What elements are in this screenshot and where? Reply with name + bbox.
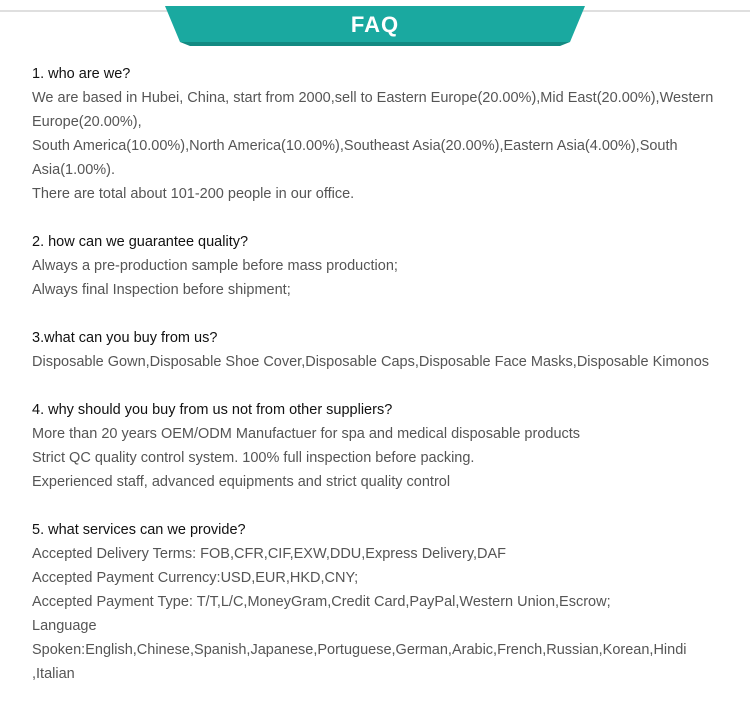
faq-answer-line: Experienced staff, advanced equipments and strict quality control bbox=[32, 474, 451, 490]
page-title: FAQ bbox=[350, 12, 400, 37]
faq-question: 5. what services can we provide? bbox=[32, 522, 246, 538]
banner-fold-shadow bbox=[180, 42, 570, 46]
faq-answer bbox=[32, 422, 732, 494]
faq-banner bbox=[0, 0, 750, 52]
faq-answer-line: Accepted Payment Type: T/T,L/C,MoneyGram,Credit Card,PayPal,Western Union,Escrow; bbox=[32, 594, 611, 610]
faq-answer bbox=[32, 254, 732, 302]
faq-answer bbox=[32, 542, 732, 686]
faq-answer-line: Always final Inspection before shipment; bbox=[32, 282, 291, 298]
faq-answer-line: Strict QC quality control system. 100% full inspection before packing. bbox=[32, 450, 475, 466]
faq-item bbox=[32, 62, 732, 206]
faq-question: 2. how can we guarantee quality? bbox=[32, 234, 249, 250]
faq-answer-line: We are based in Hubei, China, start from 2000,sell to Eastern Europe(20.00%),Mid East(20.00%),Western Europe(20.00%), bbox=[32, 90, 714, 130]
faq-answer bbox=[32, 86, 732, 206]
faq-list bbox=[32, 62, 732, 710]
faq-item bbox=[32, 398, 732, 494]
faq-answer-line: Spoken:English,Chinese,Spanish,Japanese,Portuguese,German,Arabic,French,Russian,Korean,Hindi ,Italian bbox=[32, 642, 687, 682]
faq-item bbox=[32, 326, 732, 374]
faq-answer-line: Disposable Gown,Disposable Shoe Cover,Disposable Caps,Disposable Face Masks,Disposable Kimonos bbox=[32, 354, 710, 370]
faq-question: 1. who are we? bbox=[32, 66, 131, 82]
faq-answer-line: There are total about 101-200 people in our office. bbox=[32, 186, 355, 202]
faq-answer bbox=[32, 350, 732, 374]
faq-answer-line: South America(10.00%),North America(10.00%),Southeast Asia(20.00%),Eastern Asia(4.00%),South Asia(1.00%). bbox=[32, 138, 678, 178]
faq-answer-line: Accepted Delivery Terms: FOB,CFR,CIF,EXW,DDU,Express Delivery,DAF bbox=[32, 546, 507, 562]
faq-item bbox=[32, 230, 732, 302]
faq-answer-line: More than 20 years OEM/ODM Manufactuer for spa and medical disposable products bbox=[32, 426, 581, 442]
faq-answer-line: Accepted Payment Currency:USD,EUR,HKD,CNY; bbox=[32, 570, 359, 586]
faq-answer-line: Always a pre-production sample before mass production; bbox=[32, 258, 398, 274]
faq-answer-line: Language bbox=[32, 618, 97, 634]
faq-question: 4. why should you buy from us not from other suppliers? bbox=[32, 402, 393, 418]
faq-question: 3.what can you buy from us? bbox=[32, 330, 218, 346]
faq-item bbox=[32, 518, 732, 686]
